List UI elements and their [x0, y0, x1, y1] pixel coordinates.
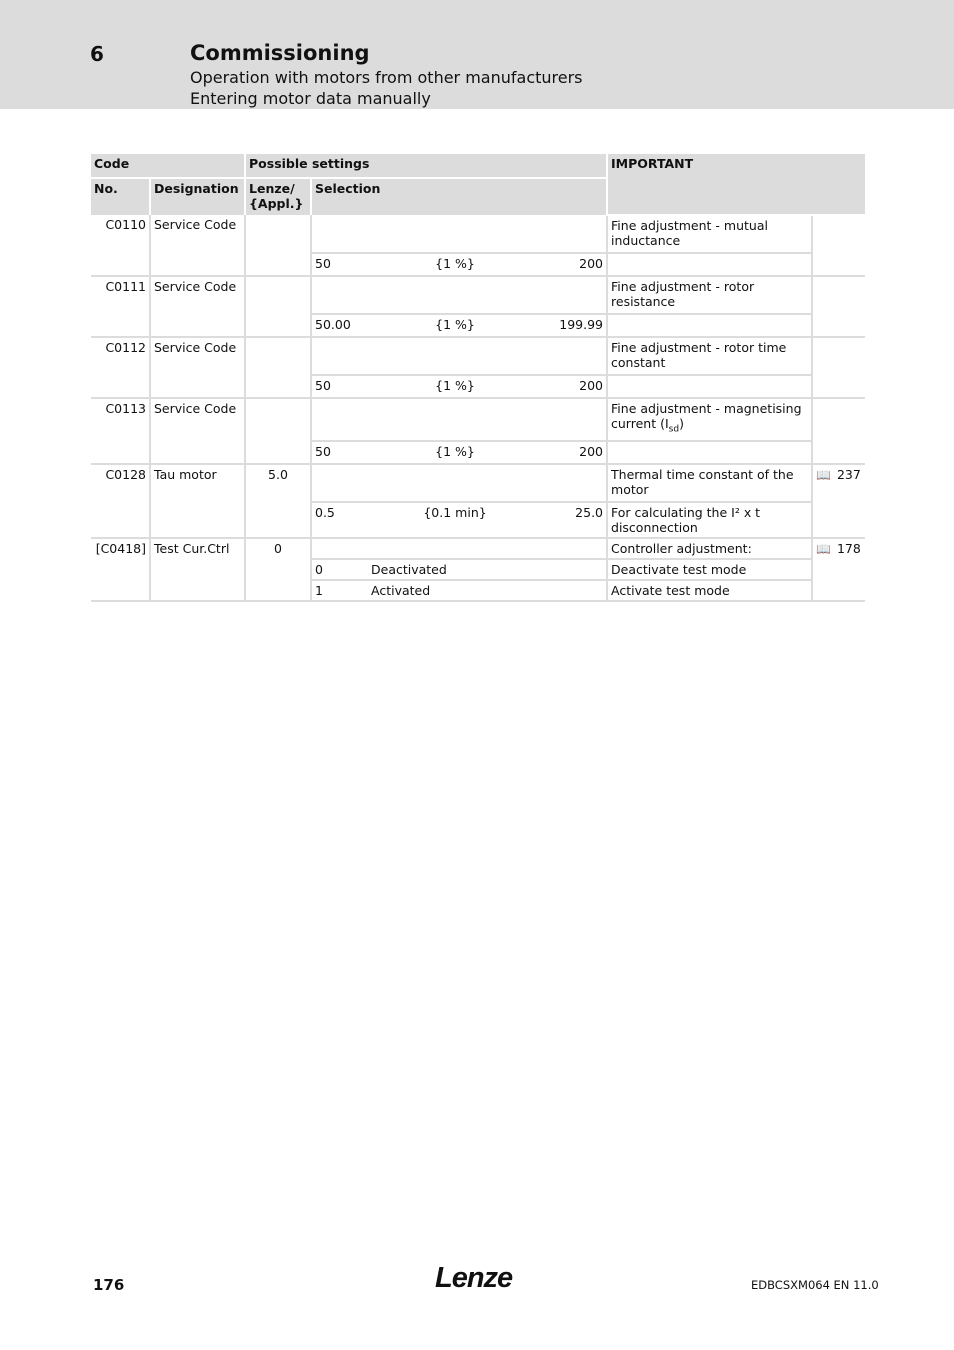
option-note: Activate test mode [607, 580, 812, 601]
lenze-default: 0 [245, 538, 311, 601]
code-designation: Tau motor [150, 464, 245, 538]
selection-option: 1 Activated [311, 580, 607, 601]
table-row [91, 464, 865, 502]
table-row [91, 398, 865, 441]
important-note: Fine adjustment - mutual inductance [607, 215, 812, 253]
code-number: C0110 [105, 217, 146, 232]
header-code: Code [91, 154, 245, 178]
important-note: For calculating the I² x t disconnection [607, 502, 812, 538]
lenze-default: 5.0 [245, 464, 311, 538]
section-subtitle-2: Entering motor data manually [190, 89, 431, 108]
header-selection: Selection [311, 178, 607, 215]
table-row [91, 276, 865, 314]
chapter-title: Commissioning [190, 41, 370, 65]
header-designation: Designation [150, 178, 245, 215]
code-number: C0113 [91, 398, 150, 464]
header-possible-settings: Possible settings [245, 154, 607, 178]
table-row [91, 337, 865, 375]
lenze-logo: Lenze [435, 1262, 513, 1294]
table-row [91, 538, 865, 559]
lenze-default [245, 215, 311, 276]
page-reference[interactable]: 📖 178 [812, 538, 865, 601]
table-row [91, 215, 865, 253]
code-number: [C0418] [91, 538, 150, 601]
book-icon: 📖 [816, 541, 831, 556]
code-number: C0128 [91, 464, 150, 538]
header-important: IMPORTANT [607, 154, 865, 215]
page-reference[interactable]: 📖 237 [812, 464, 865, 538]
chapter-number: 6 [90, 42, 104, 66]
code-number: C0111 [91, 276, 150, 337]
selection-range: 50.00 {1 %} 199.99 [311, 314, 607, 337]
selection-range: 50 {1 %} 200 [311, 375, 607, 398]
code-designation: Service Code [150, 215, 245, 276]
selection-range: 0.5 {0.1 min} 25.0 [311, 502, 607, 538]
selection-option: 0 Deactivated [311, 559, 607, 580]
code-designation: Test Cur.Ctrl [150, 538, 245, 601]
code-number: C0112 [91, 337, 150, 398]
lenze-default [245, 398, 311, 464]
section-subtitle: Operation with motors from other manufacturers [190, 68, 583, 87]
header-lenze-appl: Lenze/ {Appl.} [245, 178, 311, 215]
important-note: Fine adjustment - magnetising current $(I_{sd})$ [607, 398, 812, 441]
code-designation: Service Code [150, 337, 245, 398]
important-note: Thermal time constant of the motor [607, 464, 812, 502]
option-note: Deactivate test mode [607, 559, 812, 580]
header-band [0, 0, 954, 109]
important-note: Fine adjustment - rotor resistance [607, 276, 812, 314]
code-designation: Service Code [150, 276, 245, 337]
document-id: EDBCSXM064 EN 11.0 [751, 1278, 879, 1292]
selection-range: 50 {1 %} 200 [311, 441, 607, 464]
page-number: 176 [93, 1276, 125, 1294]
book-icon: 📖 [816, 467, 831, 482]
important-note: Fine adjustment - rotor time constant [607, 337, 812, 375]
header-no: No. [91, 178, 150, 215]
selection-range: 50 {1 %} 200 [311, 253, 607, 276]
code-table [91, 154, 865, 602]
lenze-default [245, 337, 311, 398]
lenze-default [245, 276, 311, 337]
important-note: Controller adjustment: [607, 538, 812, 559]
code-designation: Service Code [150, 398, 245, 464]
